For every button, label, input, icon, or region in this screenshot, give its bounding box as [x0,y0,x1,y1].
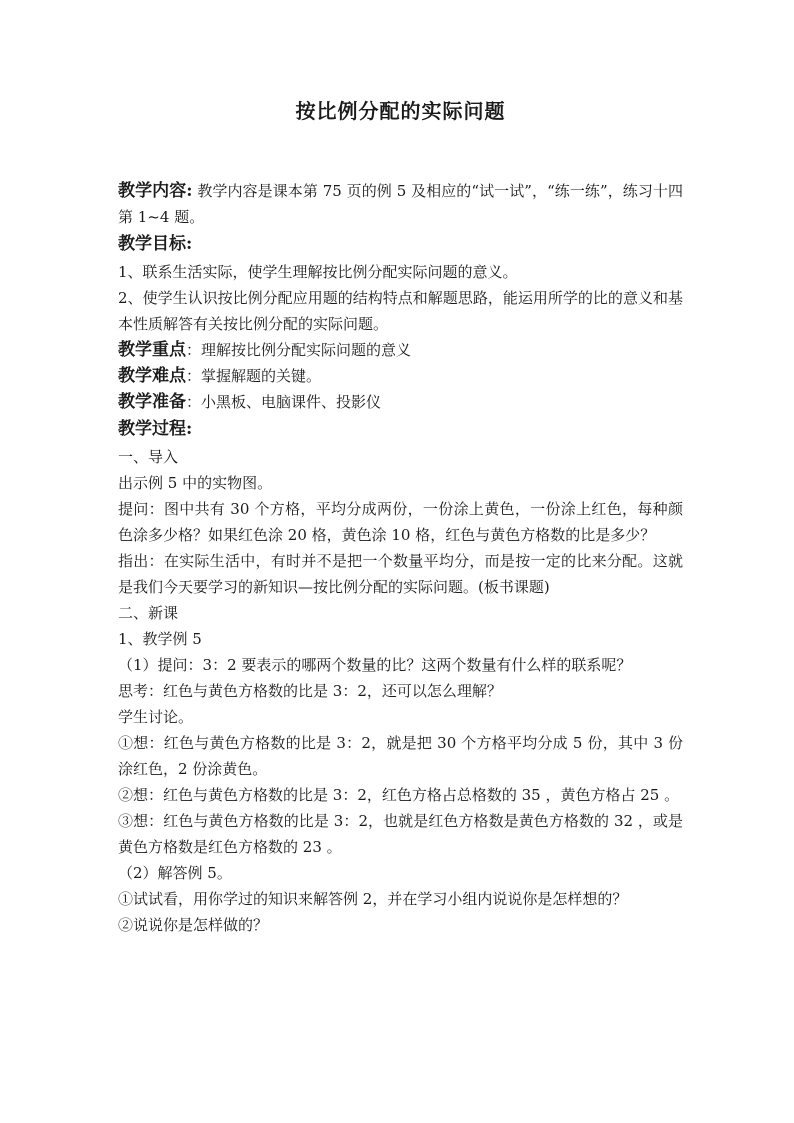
document-title: 按比例分配的实际问题 [295,99,506,123]
preparation-paragraph [118,389,683,415]
intro-point: 指出：在实际生活中，有时并不是把一个数量平均分，而是按一定的比来分配。这就是我们今天要学习的新知识—按比例分配的实际问题。(板书课题) [118,552,683,596]
question-2: （2）解答例 5。 [118,864,232,882]
question-1: （1）提问：3：2 要表示的哪两个数量的比？这两个数量有什么样的联系呢？ [118,656,632,674]
idea-3: ③想：红色与黄色方格数的比是 3：2，也就是红色方格数是黄色方格数的 32 ，或是黄色方格数是红色方格数的 23 。 [118,812,683,856]
intro-question: 提问：图中共有 30 个方格，平均分成两份，一份涂上黄色，一份涂上红色，每种颜色涂多少格？如果红色涂 20 格，黄色涂 10 格，红色与黄色方格数的比是多少？ [118,500,683,544]
key-point-paragraph [118,337,683,363]
content-label: 教学内容: [118,181,193,201]
example-title: 1、教学例 5 [118,630,202,648]
intro-title: 一、导入 [118,448,179,466]
document-page [118,96,683,938]
try-line-1: ①试试看，用你学过的知识来解答例 2，并在学习小组内说说你是怎样想的？ [118,890,628,908]
process-heading: 教学过程: [118,419,193,439]
intro-line-1: 出示例 5 中的实物图。 [118,474,273,492]
think-line: 思考：红色与黄色方格数的比是 3：2，还可以怎么理解？ [118,682,502,700]
difficulty-label: 教学难点 [118,366,186,386]
preparation-text: ：小黑板、电脑课件、投影仪 [186,393,382,411]
difficulty-paragraph [118,363,683,389]
preparation-label: 教学准备 [118,392,186,412]
idea-2: ②想：红色与黄色方格数的比是 3：2，红色方格占总格数的 35 ，黄色方格占 25 。 [118,786,680,804]
key-point-label: 教学重点 [118,340,186,360]
idea-1: ①想：红色与黄色方格数的比是 3：2，就是把 30 个方格平均分成 5 份，其中 3 份涂红色，2 份涂黄色。 [118,734,683,778]
key-point-text: ：理解按比例分配实际问题的意义 [186,341,412,359]
new-lesson-title: 二、新课 [118,604,179,622]
goal-item-1: 1、联系生活实际，使学生理解按比例分配实际问题的意义。 [118,263,518,281]
content-paragraph [118,178,683,230]
goals-heading: 教学目标: [118,234,193,254]
content-text: 教学内容是课本第 75 页的例 5 及相应的“试一试”，“练一练”，练习十四第 1~4 题。 [118,182,683,226]
difficulty-text: ：掌握解题的关键。 [186,367,322,385]
goal-item-2: 2、使学生认识按比例分配应用题的结构特点和解题思路，能运用所学的比的意义和基本性质解答有关按比例分配的实际问题。 [118,289,683,333]
try-line-2: ②说说你是怎样做的？ [118,916,269,934]
discuss-line: 学生讨论。 [118,708,194,726]
